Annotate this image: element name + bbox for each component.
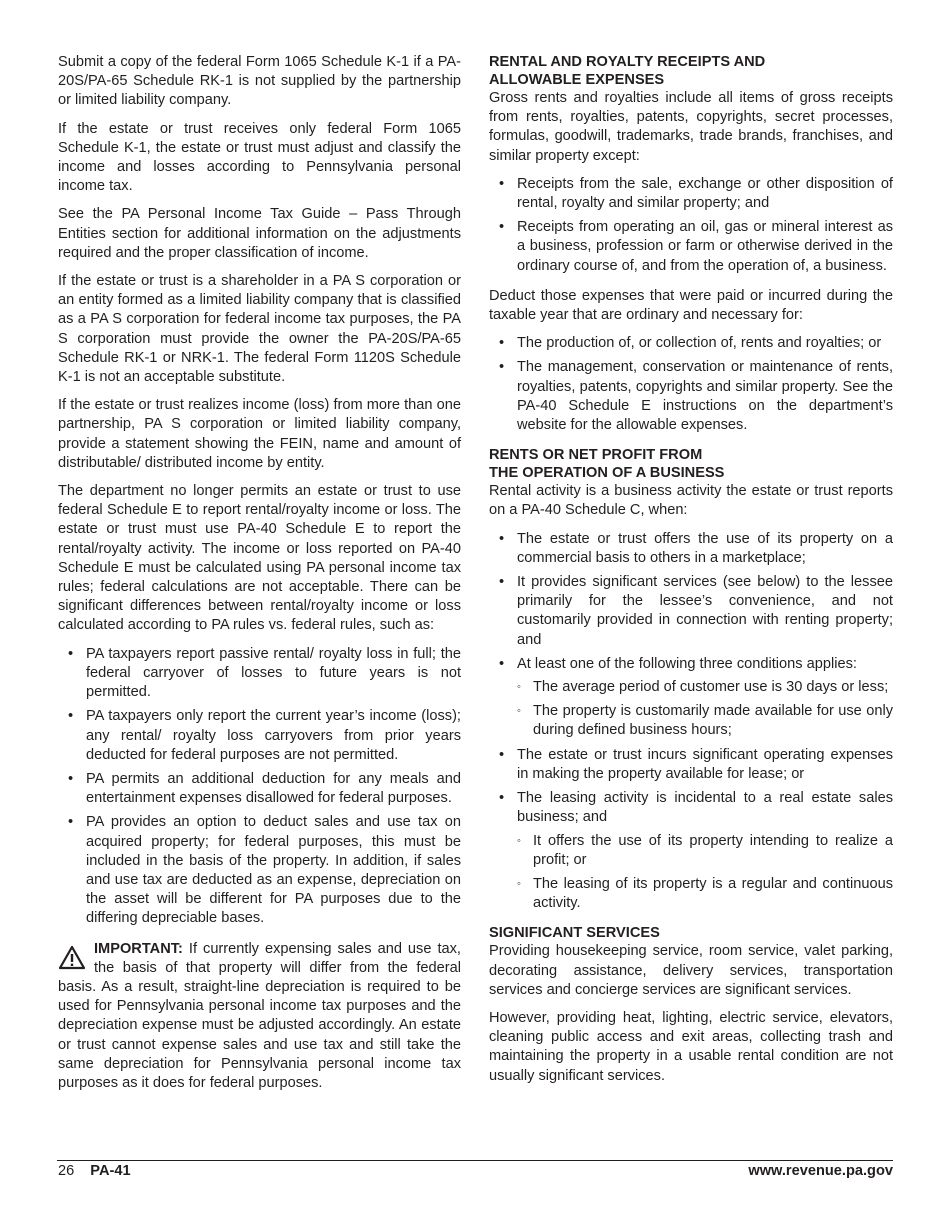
section-heading bbox=[489, 53, 893, 89]
list-item: • PA permits an additional deduction for any meals and entertainment expenses disallowed for federal purposes. bbox=[58, 770, 461, 808]
list-item-text: The leasing activity is incidental to a real estate sales business; and bbox=[517, 790, 893, 826]
important-note bbox=[58, 940, 461, 1094]
warning-icon bbox=[58, 945, 86, 970]
website-url: www.revenue.pa.gov bbox=[748, 1163, 893, 1179]
list-item: • Receipts from the sale, exchange or other disposition of rental, royalty and similar property; and bbox=[489, 175, 893, 213]
sub-list-item: ◦ The leasing of its property is a regular and continuous activity. bbox=[517, 875, 893, 913]
heading-line: THE OPERATION OF A BUSINESS bbox=[489, 465, 725, 482]
right-column bbox=[489, 53, 893, 1095]
list-item: • The production of, or collection of, rents and royalties; or bbox=[489, 334, 893, 353]
bullet-list bbox=[58, 645, 461, 929]
paragraph: However, providing heat, lighting, electric service, elevators, cleaning public access and exit areas, collecting trash and maintaining the property in a usable rental condition are not usually significant services. bbox=[489, 1009, 893, 1084]
sub-list-item: ◦ The property is customarily made available for use only during defined business hours; bbox=[517, 702, 893, 740]
paragraph: Gross rents and royalties include all items of gross receipts from rents, royalties, patents, copyrights, secret processes, formulas, goodwill, trademarks, trade brands, franchises, and similar property except: bbox=[489, 90, 893, 164]
important-text: If currently expensing sales and use tax, the basis of that property will differ from the federal basis. As a result, straight-line depreciation is required to be used for Pennsylvania personal income tax purposes and the depreciation expense must be adjusted accordingly. An estate or trust cannot expense sales and use tax and still take the same depreciation for Pennsylvania personal income tax purposes as it does for federal purposes. bbox=[58, 940, 461, 1091]
left-column bbox=[58, 53, 461, 1093]
list-item: • PA taxpayers only report the current year’s income (loss); any rental/ royalty loss carryovers from prior years deducted for federal purposes are not permitted. bbox=[58, 707, 461, 765]
paragraph: Submit a copy of the federal Form 1065 Schedule K-1 if a PA-20S/PA-65 Schedule RK-1 is not supplied by the partnership or limited liability company. bbox=[58, 54, 461, 109]
section-heading bbox=[489, 446, 893, 482]
list-item bbox=[489, 655, 893, 741]
form-name: PA-41 bbox=[90, 1163, 131, 1179]
sub-list-item: ◦ It offers the use of its property intending to realize a profit; or bbox=[517, 832, 893, 870]
paragraph: Rental activity is a business activity the estate or trust reports on a PA-40 Schedule C, when: bbox=[489, 483, 893, 519]
heading-line: RENTS OR NET PROFIT FROM bbox=[489, 447, 703, 464]
list-item: • The management, conservation or maintenance of rents, royalties, patents, copyrights and similar property. See the PA-40 Schedule E instructions on the department’s website for the allowable expenses. bbox=[489, 358, 893, 435]
bullet-list bbox=[489, 175, 893, 276]
paragraph: See the PA Personal Income Tax Guide – Pass Through Entities section for additional information on the adjustments required and the proper classification of income. bbox=[58, 206, 461, 261]
sub-list bbox=[517, 678, 893, 741]
page-number: 26 bbox=[58, 1163, 75, 1179]
paragraph: The department no longer permits an estate or trust to use federal Schedule E to report rental/royalty income or loss. The estate or trust must use PA-40 Schedule E to report the rental/royalty activity. The income or loss reported on PA-40 Schedule E must be calculated using PA personal income tax rules; federal calculations are not acceptable. There can be significant differences between rental/royalty income or loss calculated according to PA rules vs. federal rules, such as: bbox=[58, 483, 461, 634]
list-item: • The estate or trust offers the use of its property on a commercial basis to others in a marketplace; bbox=[489, 530, 893, 568]
page-footer bbox=[58, 1162, 893, 1181]
paragraph: Providing housekeeping service, room service, valet parking, decorating assistance, delivery services, transportation services and concierge services are significant services. bbox=[489, 943, 893, 998]
bullet-list bbox=[489, 334, 893, 435]
important-label: IMPORTANT: bbox=[94, 940, 183, 957]
bullet-list bbox=[489, 530, 893, 914]
list-item bbox=[489, 789, 893, 913]
sub-list bbox=[517, 832, 893, 914]
section-heading: SIGNIFICANT SERVICES bbox=[489, 925, 660, 942]
list-item: • The estate or trust incurs significant operating expenses in making the property available for lease; or bbox=[489, 746, 893, 784]
list-item: • PA provides an option to deduct sales and use tax on acquired property; for federal purposes, this must be included in the basis of the property. In addition, if sales and use tax are deducted as an expense, depreciation on the asset will be different for PA purposes due to the differing depreciable bases. bbox=[58, 813, 461, 928]
heading-line: ALLOWABLE EXPENSES bbox=[489, 72, 665, 88]
list-item: • It provides significant services (see below) to the lessee primarily for the lessee’s convenience, and not customarily provided in connection with renting property; and bbox=[489, 573, 893, 650]
list-item: • PA taxpayers report passive rental/ royalty loss in full; the federal carryover of losses to future years is not permitted. bbox=[58, 645, 461, 703]
paragraph: If the estate or trust receives only federal Form 1065 Schedule K-1, the estate or trust must adjust and classify the income and losses according to Pennsylvania personal income tax. bbox=[58, 120, 461, 195]
heading-line: RENTAL AND ROYALTY RECEIPTS AND bbox=[489, 54, 766, 70]
list-item: • Receipts from operating an oil, gas or mineral interest as a business, profession or farm or otherwise derived in the ordinary course of, and from the operation of, a business. bbox=[489, 218, 893, 276]
sub-list-item: ◦ The average period of customer use is 30 days or less; bbox=[517, 678, 893, 697]
paragraph: If the estate or trust is a shareholder in a PA S corporation or an entity formed as a limited liability company that is classified as a PA S corporation for federal income tax purposes, the PA S corporation must provide the owner the PA-20S/PA-65 Schedule RK-1 or NRK-1. The federal Form 1120S Schedule K-1 is not an acceptable substitute. bbox=[58, 273, 461, 386]
footer-divider bbox=[57, 1160, 893, 1161]
list-item-text: At least one of the following three conditions applies: bbox=[517, 655, 857, 672]
paragraph: If the estate or trust realizes income (loss) from more than one partnership, PA S corporation or limited liability company, provide a statement showing the FEIN, name and amount of distributable/ distributed income by entity. bbox=[58, 397, 461, 471]
paragraph: Deduct those expenses that were paid or incurred during the taxable year that are ordinary and necessary for: bbox=[489, 287, 893, 324]
